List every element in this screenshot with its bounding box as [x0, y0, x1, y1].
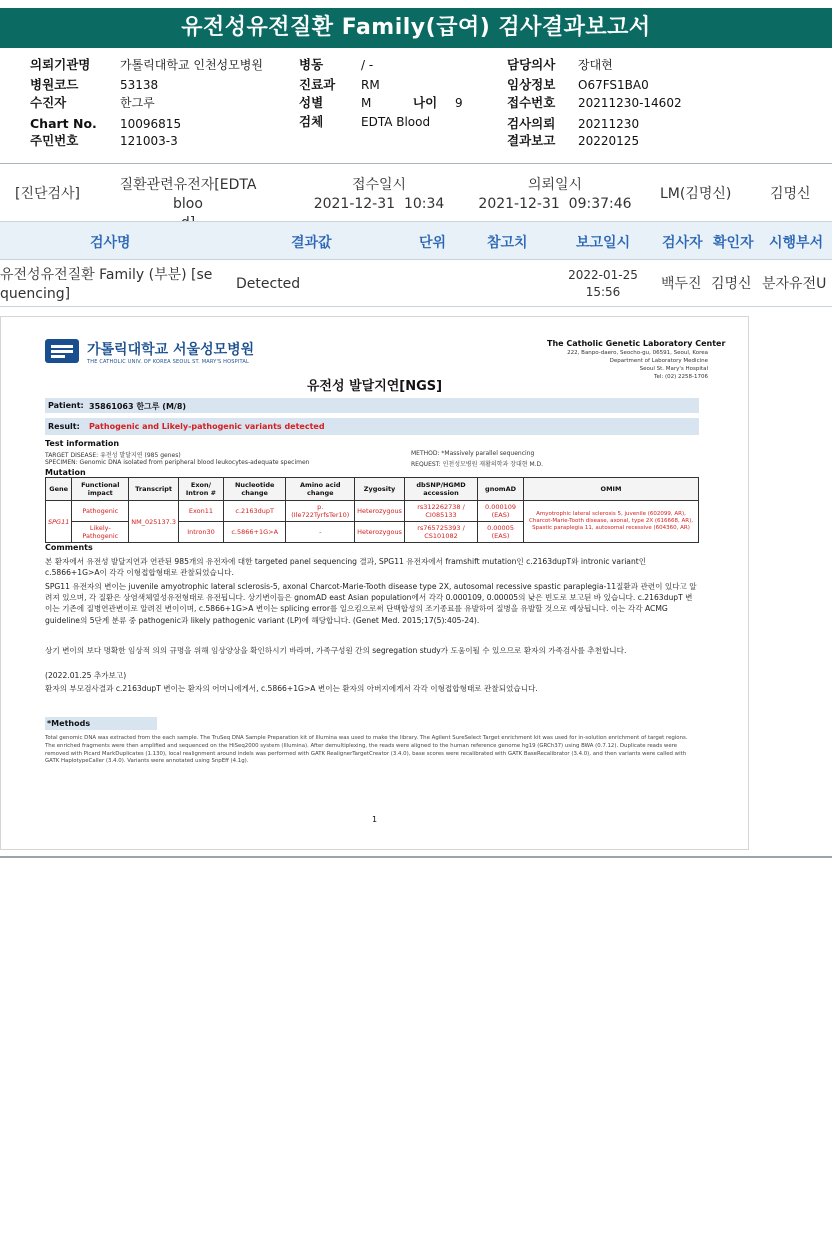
label-specimen: 검체	[299, 114, 324, 129]
mut-zygosity: Heterozygous	[355, 522, 405, 543]
mut-nucleotide: c.5866+1G>A	[223, 522, 285, 543]
mut-amino-acid: -	[286, 522, 355, 543]
lab-manager: LM(김명신)	[660, 186, 732, 202]
request-type: [진단검사]	[15, 186, 81, 202]
test-info-title: Test information	[45, 439, 120, 448]
value-resident-no: 121003-3	[120, 134, 178, 148]
requested-datetime	[470, 176, 640, 214]
label-ward: 병동	[299, 57, 324, 72]
address-line: 222, Banpo-daero, Seocho-gu, 06591, Seoul, Korea	[567, 350, 708, 356]
label-receipt-no: 접수번호	[507, 95, 556, 110]
mut-header: Zygosity	[355, 478, 405, 501]
mut-impact: Likely-Pathogenic	[72, 522, 129, 543]
mutation-row	[46, 501, 699, 522]
header-tester: 검사자	[662, 235, 703, 251]
lab-center-name: The Catholic Genetic Laboratory Center	[547, 339, 726, 348]
row-report-day: 2022-01-25	[568, 268, 638, 282]
mut-nucleotide: c.2163dupT	[223, 501, 285, 522]
value-specimen: EDTA Blood	[361, 115, 431, 129]
label-chart-no: Chart No.	[30, 116, 97, 131]
mut-exon: Exon11	[178, 501, 223, 522]
divider	[0, 306, 832, 307]
mut-header: Functional impact	[72, 478, 129, 501]
target-disease: TARGET DISEASE: 유전성 발달지연 (985 genes)	[45, 452, 181, 459]
divider	[0, 163, 832, 164]
value-age: 9	[455, 96, 463, 110]
methods-band	[45, 717, 157, 730]
report-document	[0, 316, 749, 850]
specimen: SPECIMEN: Genomic DNA isolated from peripheral blood leukocytes-adequate specimen	[45, 459, 310, 466]
value-chart-no: 10096815	[120, 117, 182, 131]
row-tester: 백두진	[661, 276, 702, 292]
value-result-report: 20220125	[578, 134, 640, 148]
label-resident-no: 주민번호	[30, 133, 79, 148]
result-label: Result:	[48, 422, 80, 431]
value-department: RM	[361, 78, 380, 92]
result-value: Pathogenic and Likely-pathogenic variants detected	[89, 422, 325, 431]
patient-band	[45, 398, 699, 413]
result-band	[45, 418, 699, 435]
method: METHOD: *Massively parallel sequencing	[411, 450, 535, 457]
label-physician: 담당의사	[507, 57, 556, 72]
row-report-date	[568, 267, 638, 301]
row-result: Detected	[236, 276, 301, 292]
comments-title: Comments	[45, 543, 93, 552]
header-test-name: 검사명	[90, 235, 131, 251]
value-receipt-no: 20211230-14602	[578, 96, 682, 110]
address-line: Department of Laboratory Medicine	[609, 358, 708, 364]
header-department: 시행부서	[769, 235, 824, 251]
report-doc-title: 유전성 발달지연[NGS]	[306, 379, 443, 394]
label-test-request: 검사의뢰	[507, 116, 556, 131]
comment-paragraph: 본 환자에서 유전성 발달지연과 연관된 985개의 유전자에 대한 targeted panel sequencing 결과, SPG11 유전자에서 framshift mutation인 c.2163dupT와 intronic variant인 c.5866+1G>A이 각각 이형접합형태로 관찰되었습니다.	[45, 557, 647, 578]
mut-transcript: NM_025137.3	[129, 501, 179, 543]
received-label: 접수일시	[351, 177, 407, 193]
mut-header: dbSNP/HGMD accession	[404, 478, 477, 501]
mut-header: OMIM	[524, 478, 699, 501]
comment-paragraph: (2022.01.25 추가보고)	[45, 671, 127, 680]
results-table-header	[0, 221, 832, 260]
label-department: 진료과	[299, 77, 336, 92]
header-unit: 단위	[419, 235, 447, 251]
value-institution: 가톨릭대학교 인천성모병원	[120, 58, 263, 72]
header-report-date: 보고일시	[576, 235, 631, 251]
mut-header: Amino acid change	[286, 478, 355, 501]
row-test-name-line1: 유전성유전질환 Family (부분) [se	[0, 267, 213, 283]
mut-header: Gene	[46, 478, 72, 501]
row-test-name	[0, 266, 228, 304]
requested-value: 2021-12-31 09:37:46	[478, 196, 632, 212]
request-test-line1: 질환관련유전자[EDTA bloo	[119, 177, 257, 212]
report-title: 유전성유전질환 Family(급여) 검사결과보고서	[0, 8, 832, 48]
hospital-name: 가톨릭대학교 서울성모병원	[87, 342, 255, 358]
request-info: REQUEST: 인천성모병원 재활의학과 장대현 M.D.	[411, 461, 544, 468]
header-reference: 참고치	[487, 235, 528, 251]
mut-header: Exon/ Intron #	[178, 478, 223, 501]
row-confirmer: 김명신	[711, 276, 752, 292]
mut-gnomad: 0.00005 (EAS)	[478, 522, 524, 543]
patient-value: 35861063 한그루 (M/8)	[89, 402, 187, 411]
patient-label: Patient:	[48, 401, 84, 410]
value-hospital-code: 53138	[120, 78, 159, 92]
mut-zygosity: Heterozygous	[355, 501, 405, 522]
row-department: 분자유전U	[762, 276, 827, 292]
label-result-report: 결과보고	[507, 133, 556, 148]
received-datetime	[300, 176, 458, 214]
value-physician: 장대현	[578, 58, 613, 72]
received-value: 2021-12-31 10:34	[313, 196, 445, 212]
methods-text: Total genomic DNA was extracted from the each sample. The TruSeq DNA Sample Preparation kit of Illumina was used to make the library. The Agilent SureSelect Target enrichment kit was used for in-solution enrichment of target regions. The enriched fragments were then amplified and sequenced on the HiSeq2000 system (Illumina). After demultiplexing, the reads were aligned to the human reference genome hg19 (GRCh37) using BWA (0.7.12). Duplicate reads were removed with Picard MarkDuplicates (1.130), local realignment around indels was performed with GATK RealignerTargetCreator (3.4.0), base scores were recalibrated with GATK BaseRecalibrator (3.4.0), and then variants were called with GATK HaplotypeCaller (3.4.0). Variants were annotated using SnpEff (4.1g).	[45, 735, 688, 765]
mut-impact: Pathogenic	[72, 501, 129, 522]
value-patient: 한그루	[120, 96, 155, 110]
address-line: Seoul St. Mary's Hospital	[639, 366, 708, 372]
page-number: 1	[371, 815, 378, 824]
hospital-subtitle: THE CATHOLIC UNIV. OF KOREA SEOUL ST. MARY'S HOSPITAL	[87, 359, 250, 365]
mut-header: gnomAD	[478, 478, 524, 501]
label-institution: 의뢰기관명	[30, 57, 91, 72]
mut-gene: SPG11	[46, 501, 72, 543]
label-patient: 수진자	[30, 95, 67, 110]
value-test-request: 20211230	[578, 117, 640, 131]
mutation-table	[45, 477, 699, 543]
value-ward: / -	[361, 58, 374, 72]
comment-paragraph: SPG11 유전자의 변이는 juvenile amyotrophic lateral sclerosis-5, axonal Charcot-Marie-Tooth disease type 2X, autosomal recessive spastic paraplegia-11질환과 관련이 있다고 알려져 있으며, 각 질환은 상염색체열성유전형태로 유전됩니다. 상기변이들은 gnomAD east Asian population에서 각각 0.000109, 0.00005의 낮은 빈도로 보고된 바 있습니다. c.2163dupT 변이는 기존에 질병연관변이로 알려진 변이이며, c.5866+1G>A 변이는 splicing error를 일으킴으로써 단백합성의 조기종료를 유발하여 질병을 유발할 것으로 예상됩니다. 이는 각각 ACMG guideline의 5단계 분류 중 pathogenic과 likely pathogenic variant (LP)에 해당합니다. (Genet Med. 2015;17(5):405-24).	[45, 582, 697, 625]
comment-paragraph: 상기 변이의 보다 명확한 임상적 의의 규명을 위해 임상양상을 확인하시기 바라며, 가족구성원 간의 segregation study가 도움이될 수 있으므로 환자의 가족검사를 추천합니다.	[45, 646, 627, 655]
mut-header: Nucleotide change	[223, 478, 285, 501]
header-confirmer: 확인자	[713, 235, 754, 251]
mut-dbsnp: rs312262738 / CI085133	[404, 501, 477, 522]
mut-exon: Intron30	[178, 522, 223, 543]
mutation-title: Mutation	[45, 468, 86, 477]
address-line: Tel: (02) 2258-1706	[654, 374, 708, 380]
comment-paragraph: 환자의 부모검사결과 c.2163dupT 변이는 환자의 어머니에게서, c.5866+1G>A 변이는 환자의 아버지에게서 각각 이형접합형태로 관찰되었습니다.	[45, 684, 538, 693]
mut-header: Transcript	[129, 478, 179, 501]
mut-amino-acid: p.(Ile722TyrfsTer10)	[286, 501, 355, 522]
divider	[0, 856, 832, 858]
value-clinical-info: O67FS1BA0	[578, 78, 649, 92]
mut-gnomad: 0.000109 (EAS)	[478, 501, 524, 522]
row-report-time: 15:56	[585, 285, 621, 299]
methods-title: *Methods	[47, 719, 91, 728]
label-sex: 성별	[299, 95, 324, 110]
request-doctor: 김명신	[770, 186, 811, 202]
hospital-logo-icon	[45, 339, 79, 363]
header-result: 결과값	[291, 235, 332, 251]
requested-label: 의뢰일시	[527, 177, 583, 193]
mut-dbsnp: rs765725393 / CS101082	[404, 522, 477, 543]
mut-omim: Amyotrophic lateral sclerosis 5, juvenile (602099, AR), Charcot-Marie-Tooth disease, axonal, type 2X (616668, AR), Spastic paraplegia 11, autosomal recessive (604360, AR)	[524, 501, 699, 543]
label-clinical-info: 임상정보	[507, 77, 556, 92]
row-test-name-line2: quencing]	[0, 286, 71, 302]
label-hospital-code: 병원코드	[30, 77, 79, 92]
value-sex: M	[361, 96, 372, 110]
label-age: 나이	[413, 95, 438, 110]
